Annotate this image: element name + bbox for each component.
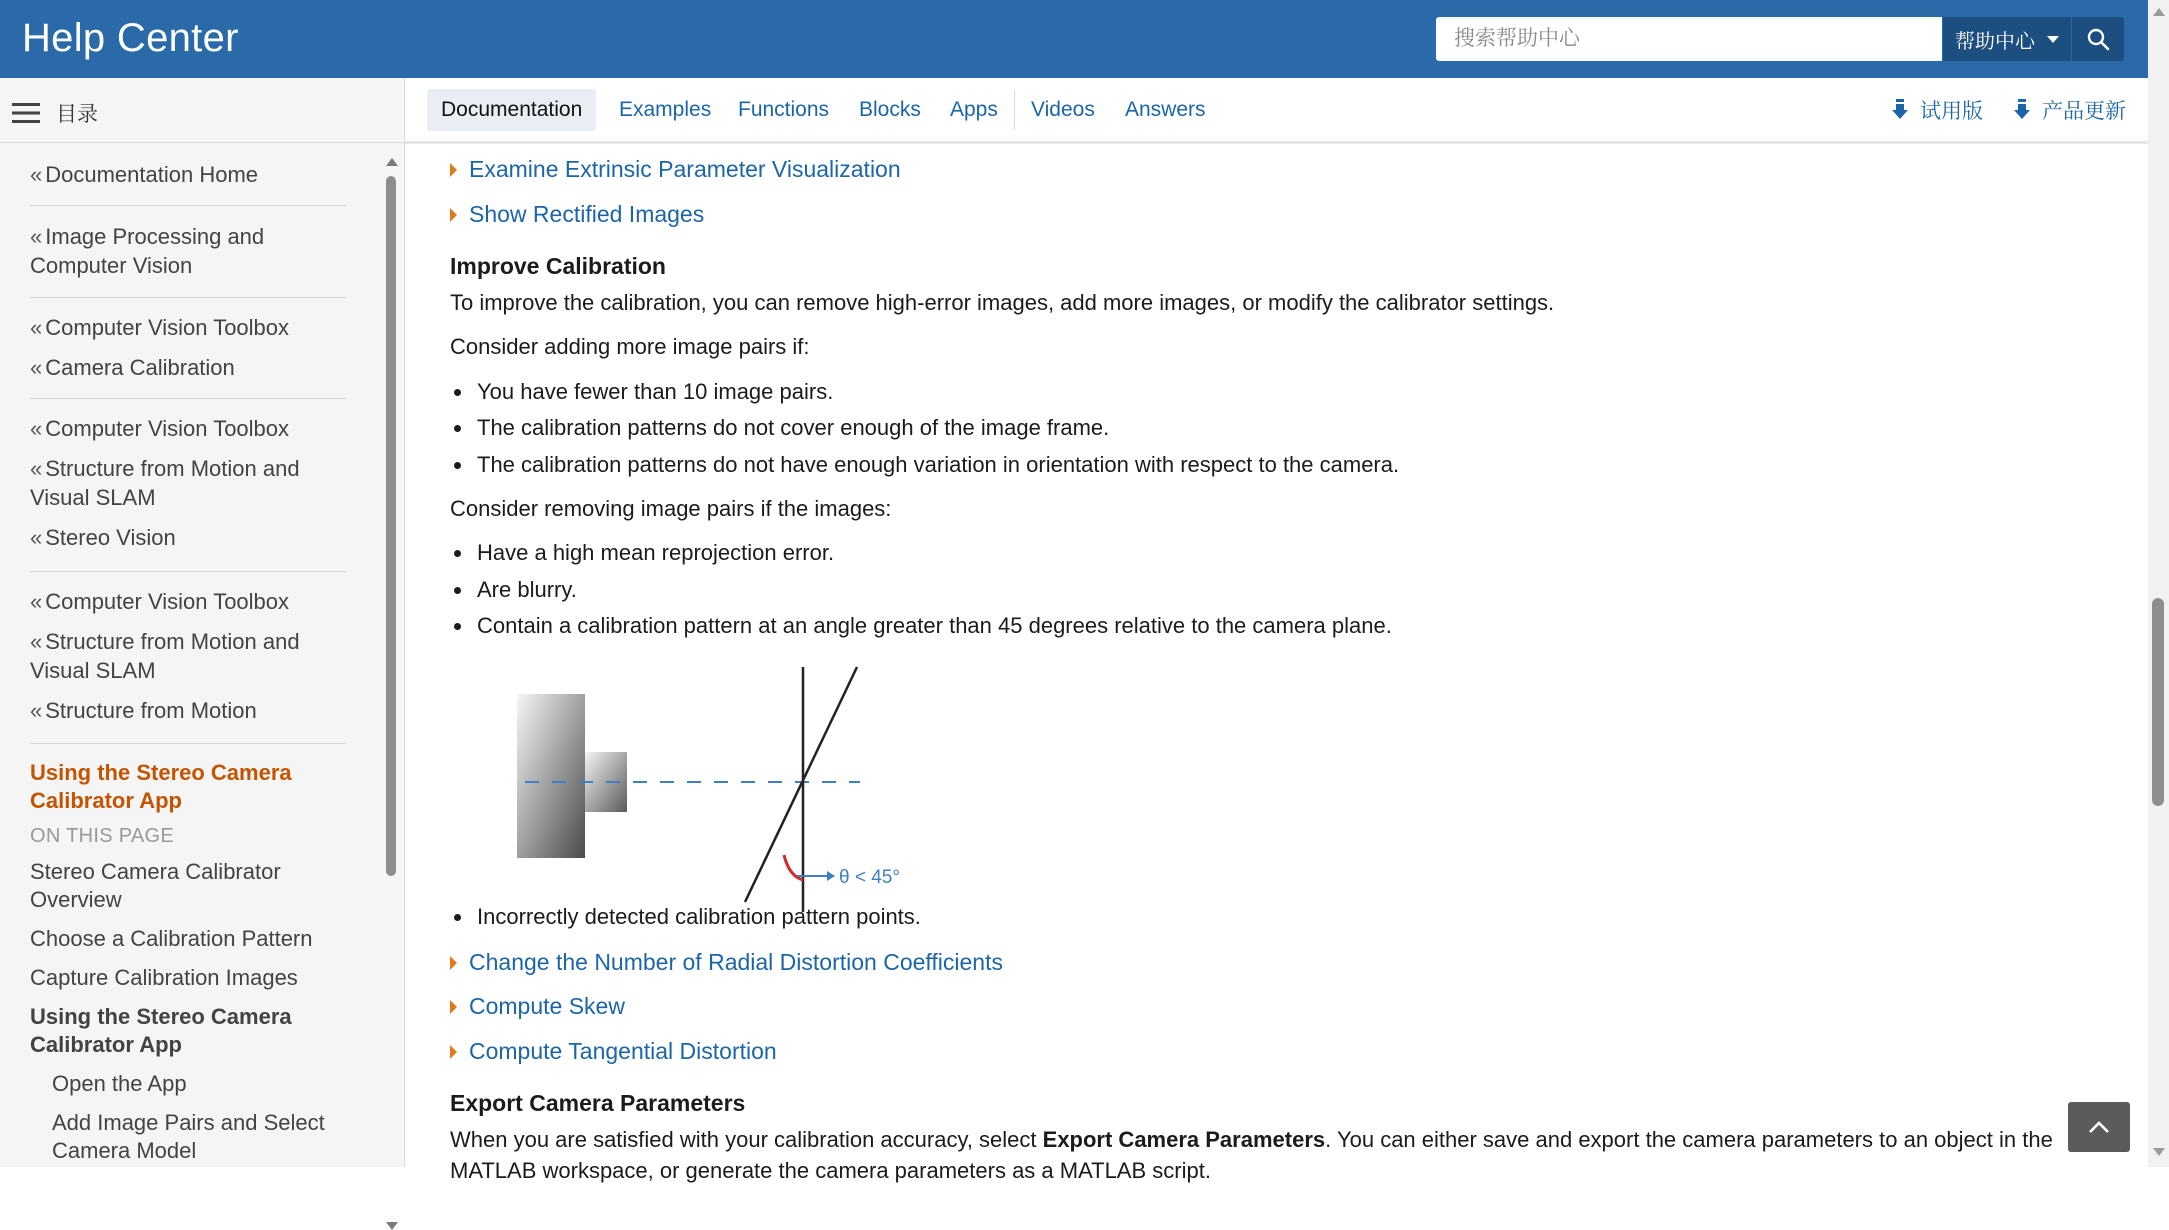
chevron-up-icon xyxy=(2088,1120,2110,1134)
toc-item-add-image-pairs[interactable]: Add Image Pairs and Select Camera Model xyxy=(52,1110,325,1163)
breadcrumb-image-processing[interactable]: « Image Processing and Computer Vision xyxy=(30,224,265,278)
trial-label: 试用版 xyxy=(1920,100,1983,123)
tab-apps[interactable]: Apps xyxy=(950,98,998,121)
divider xyxy=(0,142,404,143)
expander-label: Compute Tangential Distortion xyxy=(469,1038,777,1064)
expand-triangle-icon xyxy=(450,1000,457,1014)
toc-item-capture-images[interactable]: Capture Calibration Images xyxy=(30,965,298,990)
trial-link[interactable] xyxy=(1892,89,1983,131)
expander-label: Change the Number of Radial Distortion Coefficients xyxy=(469,949,1003,975)
breadcrumb-sfm-visual-slam[interactable]: « Structure from Motion and Visual SLAM xyxy=(30,456,300,510)
breadcrumb-sfm-visual-slam[interactable]: « Structure from Motion and Visual SLAM xyxy=(30,629,300,683)
search-scope-label: 帮助中心 xyxy=(1955,30,2035,53)
expand-triangle-icon xyxy=(450,956,457,970)
breadcrumb-group xyxy=(30,160,346,189)
search-scope-dropdown[interactable] xyxy=(1943,17,2071,61)
expand-triangle-icon xyxy=(450,208,457,222)
paragraph-export: When you are satisfied with your calibration accuracy, select Export Camera Parameters. You can either save and export the camera parameters to an object in the xyxy=(450,1127,2053,1152)
list-item: You have fewer than 10 image pairs. xyxy=(454,379,833,405)
divider xyxy=(1014,90,1015,130)
tab-videos[interactable]: Videos xyxy=(1031,98,1095,121)
expander-radial-distortion[interactable] xyxy=(450,949,1003,976)
hamburger-menu-icon xyxy=(12,101,42,125)
arrowhead-icon xyxy=(827,871,835,881)
expander-label: Show Rectified Images xyxy=(469,201,705,227)
breadcrumb-documentation-home[interactable]: « Documentation Home xyxy=(30,162,259,187)
search-input[interactable] xyxy=(1436,17,1942,61)
toc-label: 目录 xyxy=(56,103,98,126)
tab-documentation[interactable]: Documentation xyxy=(427,89,596,131)
list-item: The calibration patterns do not have enough variation in orientation with respect to the camera. xyxy=(454,452,1399,478)
search-icon xyxy=(2086,27,2110,51)
heading-export-parameters: Export Camera Parameters xyxy=(450,1090,746,1116)
expand-triangle-icon xyxy=(450,1045,457,1059)
camera-body-shape xyxy=(517,694,585,858)
scroll-up-arrow-icon[interactable] xyxy=(2153,8,2165,16)
expander-label: Compute Skew xyxy=(469,993,625,1019)
expander-rectified-images[interactable] xyxy=(450,201,704,228)
sidebar xyxy=(0,78,405,1167)
tab-blocks[interactable]: Blocks xyxy=(859,98,921,121)
divider xyxy=(30,205,346,206)
tab-examples[interactable]: Examples xyxy=(619,98,712,121)
toc-item-choose-pattern[interactable]: Choose a Calibration Pattern xyxy=(30,926,313,951)
paragraph-adding: Consider adding more image pairs if: xyxy=(450,334,810,359)
expander-extrinsic-visualization[interactable] xyxy=(450,156,901,183)
heading-improve-calibration: Improve Calibration xyxy=(450,253,666,279)
page-toc xyxy=(30,759,346,1165)
list-item: Contain a calibration pattern at an angle greater than 45 degrees relative to the camera plane. xyxy=(454,613,1392,639)
doc-tab-bar xyxy=(405,78,2148,144)
download-icon xyxy=(1892,99,1908,121)
download-icon xyxy=(2014,99,2030,121)
toc-item-overview[interactable]: Stereo Camera Calibrator Overview xyxy=(30,859,281,912)
angle-label: θ < 45° xyxy=(839,867,900,888)
sidebar-scroll-up-icon[interactable] xyxy=(386,158,398,166)
expander-compute-skew[interactable] xyxy=(450,993,625,1020)
breadcrumb-stereo-vision[interactable]: « Stereo Vision xyxy=(30,525,176,550)
paragraph-improve: To improve the calibration, you can remove high-error images, add more images, or modify the calibrator settings. xyxy=(450,290,1555,315)
list-item: Incorrectly detected calibration pattern points. xyxy=(454,904,921,930)
toc-item-open-app[interactable]: Open the App xyxy=(52,1071,187,1096)
page-scroll-thumb[interactable] xyxy=(2152,598,2164,806)
tab-answers[interactable]: Answers xyxy=(1125,98,1206,121)
search-button[interactable] xyxy=(2072,17,2124,61)
breadcrumb-camera-calibration[interactable]: « Camera Calibration xyxy=(30,355,235,380)
divider xyxy=(30,743,346,744)
breadcrumb-computer-vision-toolbox[interactable]: « Computer Vision Toolbox xyxy=(30,589,290,614)
current-page-title[interactable]: Using the Stereo Camera Calibrator App xyxy=(30,760,292,813)
breadcrumb-structure-from-motion[interactable]: « Structure from Motion xyxy=(30,698,257,723)
paragraph-export-line2: MATLAB workspace, or generate the camera parameters as a MATLAB script. xyxy=(450,1158,1211,1183)
breadcrumb-group xyxy=(30,222,346,280)
toc-toggle[interactable] xyxy=(12,98,98,128)
divider xyxy=(30,398,346,399)
updates-label: 产品更新 xyxy=(2042,100,2126,123)
brand-title[interactable]: Help Center xyxy=(22,16,239,60)
paragraph-removing: Consider removing image pairs if the images: xyxy=(450,496,892,521)
product-updates-link[interactable] xyxy=(2014,89,2126,131)
back-to-top-button[interactable] xyxy=(2068,1102,2130,1152)
sidebar-scroll-thumb[interactable] xyxy=(386,176,396,876)
list-item: The calibration patterns do not cover enough of the image frame. xyxy=(454,415,1109,441)
sidebar-scrollbar[interactable] xyxy=(383,154,399,1167)
expander-label: Examine Extrinsic Parameter Visualization xyxy=(469,156,901,182)
breadcrumb-computer-vision-toolbox[interactable]: « Computer Vision Toolbox xyxy=(30,315,290,340)
expander-tangential-distortion[interactable] xyxy=(450,1038,777,1065)
header-bar xyxy=(0,0,2148,78)
breadcrumb-group xyxy=(30,414,346,552)
list-item: Have a high mean reprojection error. xyxy=(454,540,834,566)
expand-triangle-icon xyxy=(450,163,457,177)
list-item: Are blurry. xyxy=(454,577,577,603)
calibration-angle-figure xyxy=(515,662,900,920)
breadcrumb-group xyxy=(30,313,346,382)
breadcrumb-computer-vision-toolbox[interactable]: « Computer Vision Toolbox xyxy=(30,416,290,441)
on-this-page-label: ON THIS PAGE xyxy=(30,825,175,847)
breadcrumb-group xyxy=(30,587,346,725)
scroll-down-arrow-icon[interactable] xyxy=(2153,1148,2165,1156)
tab-functions[interactable]: Functions xyxy=(738,98,830,121)
divider xyxy=(30,297,346,298)
page-scrollbar[interactable] xyxy=(2148,0,2169,1167)
chevron-down-icon xyxy=(2047,36,2059,43)
sidebar-scroll-down-icon[interactable] xyxy=(386,1222,398,1230)
toc-item-using-app[interactable]: Using the Stereo Camera Calibrator App xyxy=(30,1004,292,1057)
divider xyxy=(30,571,346,572)
